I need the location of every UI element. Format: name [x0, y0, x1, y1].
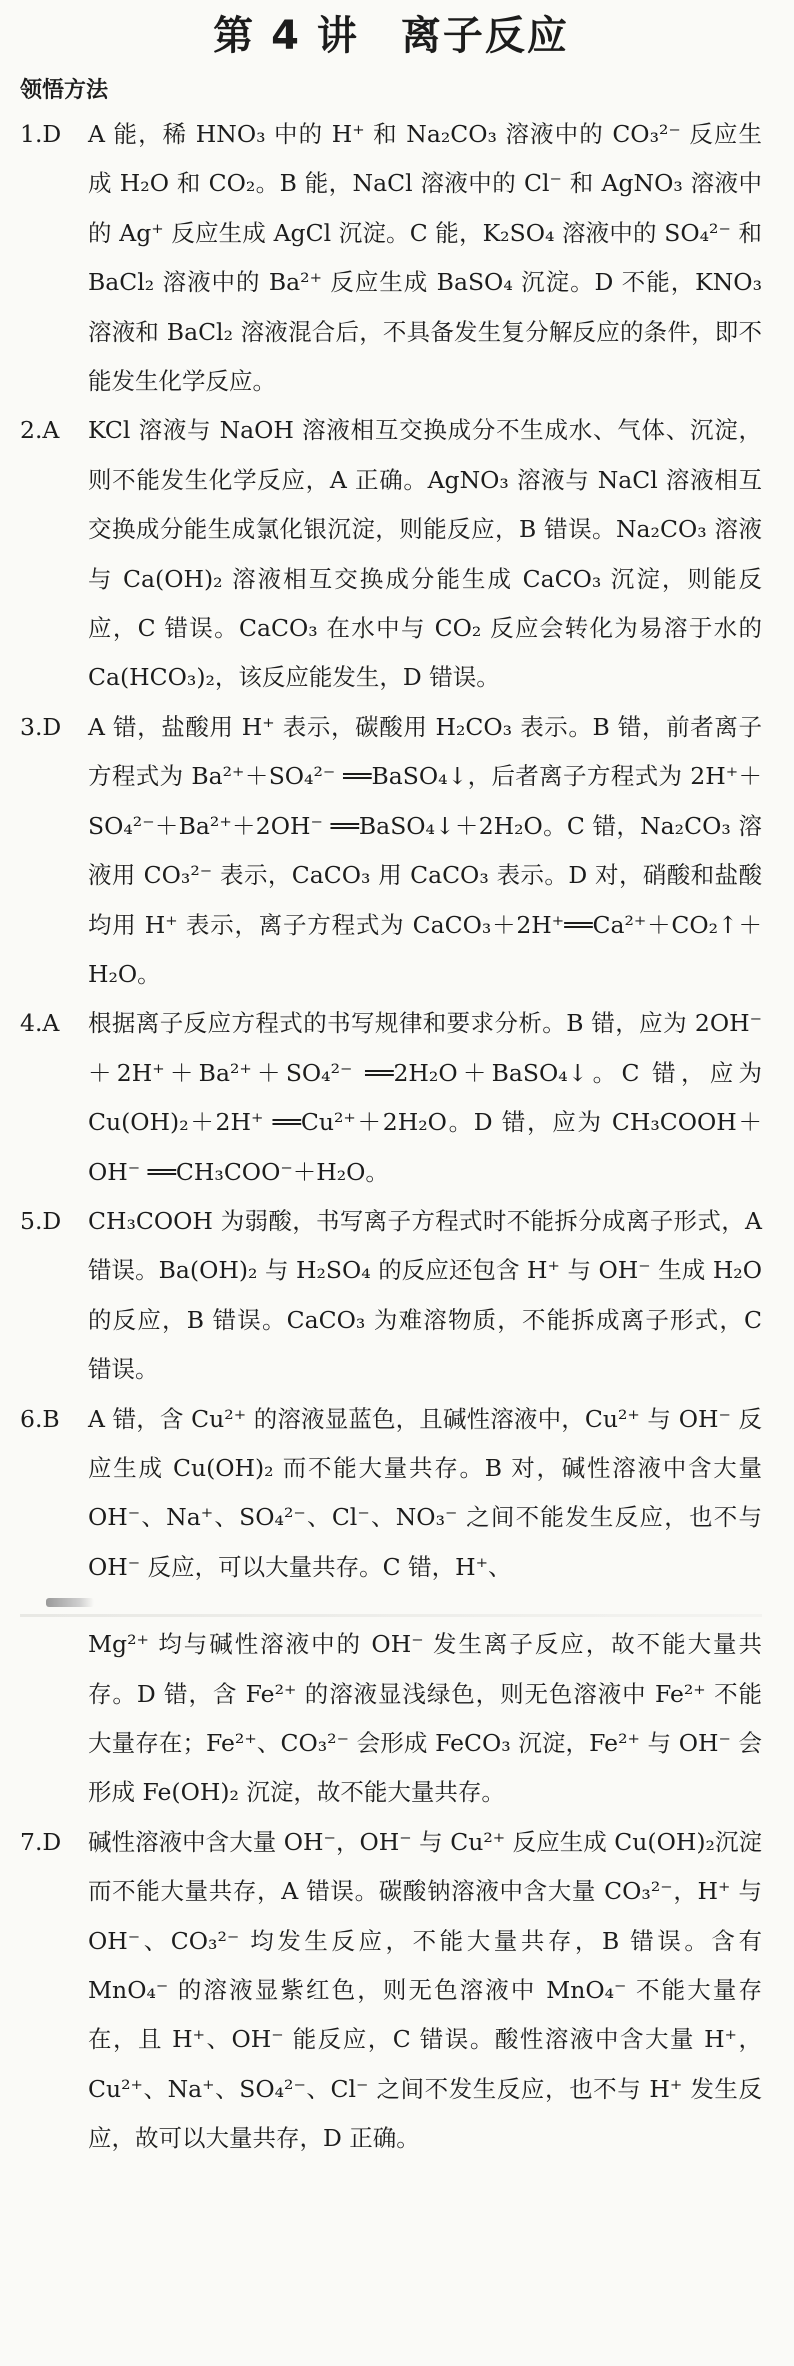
answer-explanation: 根据离子反应方程式的书写规律和要求分析。B 错，应为 2OH⁻＋2H⁺＋Ba²⁺＋SO₄²⁻ ══2H₂O＋BaSO₄↓。C 错，应为 Cu(OH)₂＋2H⁺ ══Cu²⁺＋2H₂O。D 错，应为 CH₃COOH＋OH⁻ ══CH₃COO⁻＋H₂O。: [88, 1009, 762, 1186]
answer-item-2: [20, 406, 762, 702]
answer-number: 2.A: [20, 416, 60, 445]
answer-explanation: A 错，含 Cu²⁺ 的溶液显蓝色，且碱性溶液中，Cu²⁺ 与 OH⁻ 反应生成 Cu(OH)₂ 而不能大量共存。B 对，碱性溶液中含大量 OH⁻、Na⁺、SO₄²⁻、Cl⁻、NO₃⁻ 之间不能发生反应，也不与 OH⁻ 反应，可以大量共存。C 错，H⁺、: [88, 1404, 762, 1581]
answer-number: 1.D: [20, 120, 62, 148]
answer-number: 6.B: [20, 1404, 60, 1433]
page-title: 第 4 讲 离子反应: [213, 13, 569, 59]
answer-explanation-continued: Mg²⁺ 均与碱性溶液中的 OH⁻ 发生离子反应，故不能大量共存。D 错，含 Fe²⁺ 的溶液显浅绿色，则无色溶液中 Fe²⁺ 不能大量存在；Fe²⁺、CO₃²⁻ 会形成 FeCO₃ 沉淀，Fe²⁺ 与 OH⁻ 会形成 Fe(OH)₂ 沉淀，故不能大量共存。: [88, 1630, 762, 1807]
answer-number: 5.D: [20, 1206, 62, 1235]
answer-number: 7.D: [20, 1827, 62, 1856]
answer-item-5: [20, 1197, 762, 1395]
answer-number-spacer: [20, 1620, 88, 1818]
answer-number: 4.A: [20, 1009, 60, 1038]
answer-item-6: [20, 1395, 762, 1593]
answer-item-1: [20, 110, 762, 406]
answer-item-3: [20, 703, 762, 999]
answer-explanation: A 能，稀 HNO₃ 中的 H⁺ 和 Na₂CO₃ 溶液中的 CO₃²⁻ 反应生成 H₂O 和 CO₂。B 能，NaCl 溶液中的 Cl⁻ 和 AgNO₃ 溶液中的 Ag⁺ 反应生成 AgCl 沉淀。C 能，K₂SO₄ 溶液中的 SO₄²⁻ 和 BaCl₂ 溶液中的 Ba²⁺ 反应生成 BaSO₄ 沉淀。D 不能，KNO₃ 溶液和 BaCl₂ 溶液混合后，不具备发生复分解反应的条件，即不能发生化学反应。: [88, 120, 762, 396]
answer-explanation: CH₃COOH 为弱酸，书写离子方程式时不能拆分成离子形式，A 错误。Ba(OH)₂ 与 H₂SO₄ 的反应还包含 H⁺ 与 OH⁻ 生成 H₂O 的反应，B 错误。CaCO₃ 为难溶物质，不能拆成离子形式，C 错误。: [88, 1206, 762, 1384]
answer-explanation: 碱性溶液中含大量 OH⁻，OH⁻ 与 Cu²⁺ 反应生成 Cu(OH)₂沉淀而不能大量共存，A 错误。碳酸钠溶液中含大量 CO₃²⁻，H⁺ 与 OH⁻、CO₃²⁻ 均发生反应，不能大量共存，B 错误。含有 MnO₄⁻ 的溶液显紫红色，则无色溶液中 MnO₄⁻ 不能大量存在，且 H⁺、OH⁻ 能反应，C 错误。酸性溶液中含大量 H⁺，Cu²⁺、Na⁺、SO₄²⁻、Cl⁻ 之间不发生反应，也不与 H⁺ 发生反应，故可以大量共存，D 正确。: [88, 1827, 762, 2153]
page-seam-smudge: [20, 1592, 762, 1620]
answer-item-7: [20, 1818, 762, 2164]
answer-item-4: [20, 999, 762, 1197]
answer-item-6-continued: [20, 1620, 762, 1818]
answer-number: 3.D: [20, 712, 62, 741]
answer-explanation: KCl 溶液与 NaOH 溶液相互交换成分不生成水、气体、沉淀，则不能发生化学反应，A 正确。AgNO₃ 溶液与 NaCl 溶液相互交换成分能生成氯化银沉淀，则能反应，B 错误。Na₂CO₃ 溶液与 Ca(OH)₂ 溶液相互交换成分能生成 CaCO₃ 沉淀，则能反应，C 错误。CaCO₃ 在水中与 CO₂ 反应会转化为易溶于水的 Ca(HCO₃)₂，该反应能发生，D 错误。: [88, 416, 762, 692]
section-heading: 领悟方法: [20, 78, 109, 103]
answer-explanation: A 错，盐酸用 H⁺ 表示，碳酸用 H₂CO₃ 表示。B 错，前者离子方程式为 Ba²⁺＋SO₄²⁻ ══BaSO₄↓，后者离子方程式为 2H⁺＋SO₄²⁻＋Ba²⁺＋2OH⁻ ══BaSO₄↓＋2H₂O。C 错，Na₂CO₃ 溶液用 CO₃²⁻ 表示，CaCO₃ 用 CaCO₃ 表示。D 对，硝酸和盐酸均用 H⁺ 表示，离子方程式为 CaCO₃＋2H⁺══Ca²⁺＋CO₂↑＋H₂O。: [88, 712, 762, 988]
